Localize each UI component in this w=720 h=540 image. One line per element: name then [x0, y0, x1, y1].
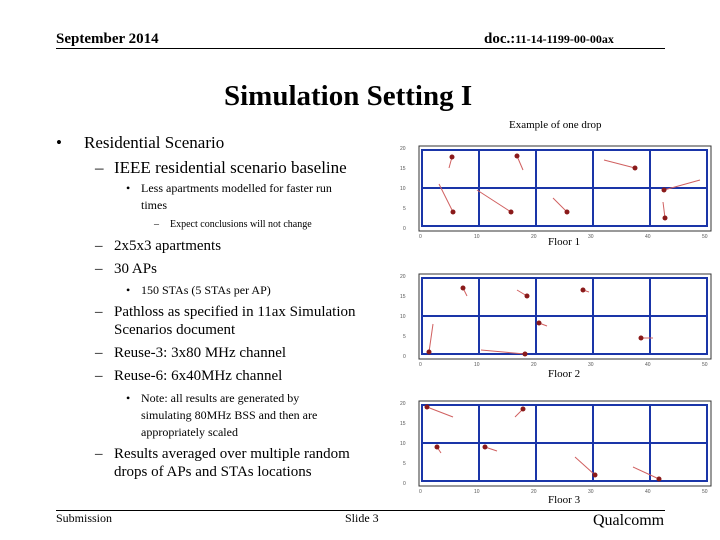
- x-tick: 30: [588, 489, 594, 495]
- y-tick: 15: [400, 421, 406, 427]
- dash-marker: –: [95, 238, 103, 254]
- y-tick: 0: [403, 226, 406, 232]
- floor-2-plot: [397, 268, 720, 368]
- dash-marker: –: [95, 345, 103, 361]
- x-tick: 40: [645, 489, 651, 495]
- x-tick: 40: [645, 362, 651, 368]
- header-doc-number: [484, 31, 614, 48]
- y-tick: 0: [403, 354, 406, 360]
- y-tick: 20: [400, 146, 406, 152]
- dash-marker: –: [95, 304, 103, 320]
- sub-bullet-stas: 150 STAs (5 STAs per AP): [141, 283, 271, 297]
- floor-3-label: Floor 3: [548, 494, 581, 506]
- floor-2-label: Floor 2: [548, 368, 581, 380]
- x-tick: 10: [474, 489, 480, 495]
- y-tick: 15: [400, 166, 406, 172]
- y-tick: 20: [400, 274, 406, 280]
- sub-item-results: Results averaged over multiple random: [114, 446, 350, 462]
- header-date: September 2014: [56, 31, 159, 47]
- sub-item-pathloss: Pathloss as specified in 11ax Simulation: [114, 304, 356, 320]
- bullet-marker: •: [126, 181, 131, 195]
- sub-item-reuse-3: Reuse-3: 3x80 MHz channel: [114, 345, 287, 361]
- slide-title: Simulation Setting I: [224, 80, 473, 112]
- y-tick: 20: [400, 401, 406, 407]
- x-tick: 0: [419, 234, 422, 240]
- bullet-marker: •: [126, 391, 131, 405]
- y-tick: 15: [400, 294, 406, 300]
- sub-item-reuse-6: Reuse-6: 6x40MHz channel: [114, 368, 283, 384]
- x-tick: 50: [702, 362, 708, 368]
- y-tick: 10: [400, 441, 406, 447]
- dash-marker: –: [154, 219, 159, 230]
- x-tick: 0: [419, 362, 422, 368]
- sub-item-pathloss-cont: Scenarios document: [114, 322, 236, 338]
- doc-prefix: doc.:: [484, 31, 516, 47]
- x-tick: 50: [702, 234, 708, 240]
- figure-caption: Example of one drop: [509, 119, 602, 131]
- x-tick: 50: [702, 489, 708, 495]
- bullet-marker: •: [126, 283, 131, 297]
- dash-marker: –: [95, 158, 104, 177]
- sub-bullet-apartments-modelled-cont: times: [141, 198, 167, 212]
- y-tick: 5: [403, 461, 406, 467]
- x-tick: 20: [531, 489, 537, 495]
- note-line-1: Note: all results are generated by: [141, 391, 300, 405]
- ap-sta-links: [429, 288, 653, 354]
- dash-marker: –: [95, 368, 103, 384]
- dash-marker: –: [95, 446, 103, 462]
- x-tick: 10: [474, 234, 480, 240]
- sub-sub-bullet-conclusions: Expect conclusions will not change: [170, 219, 312, 230]
- main-bullet: Residential Scenario: [84, 133, 225, 152]
- sub-bullet-apartments-modelled: Less apartments modelled for faster run: [141, 181, 332, 195]
- x-tick: 40: [645, 234, 651, 240]
- y-tick: 10: [400, 314, 406, 320]
- doc-number: 11-14-1199-00-00ax: [515, 32, 614, 46]
- floor-1-plot: [397, 140, 720, 240]
- x-tick: 30: [588, 362, 594, 368]
- apartment-grid: [422, 405, 707, 481]
- floor-3-plot: [397, 395, 720, 495]
- footer-company: Qualcomm: [593, 512, 665, 529]
- floor-1-label: Floor 1: [548, 236, 581, 248]
- x-tick: 30: [588, 234, 594, 240]
- sub-item-baseline: IEEE residential scenario baseline: [114, 158, 347, 177]
- sub-item-results-cont: drops of APs and STAs locations: [114, 464, 312, 480]
- y-tick: 5: [403, 206, 406, 212]
- x-tick: 10: [474, 362, 480, 368]
- header-rule: [56, 48, 665, 49]
- x-tick: 20: [531, 362, 537, 368]
- sub-item-apartments: 2x5x3 apartments: [114, 238, 222, 254]
- y-tick: 10: [400, 186, 406, 192]
- bullet-marker: •: [56, 133, 62, 152]
- y-tick: 0: [403, 481, 406, 487]
- footer-submission: Submission: [56, 511, 113, 525]
- footer-slide-number: Slide 3: [345, 511, 379, 525]
- dash-marker: –: [95, 261, 103, 277]
- sub-item-aps: 30 APs: [114, 261, 157, 277]
- x-tick: 20: [531, 234, 537, 240]
- x-tick: 0: [419, 489, 422, 495]
- note-line-2: simulating 80MHz BSS and then are: [141, 408, 318, 422]
- y-tick: 5: [403, 334, 406, 340]
- note-line-3: appropriately scaled: [141, 425, 238, 439]
